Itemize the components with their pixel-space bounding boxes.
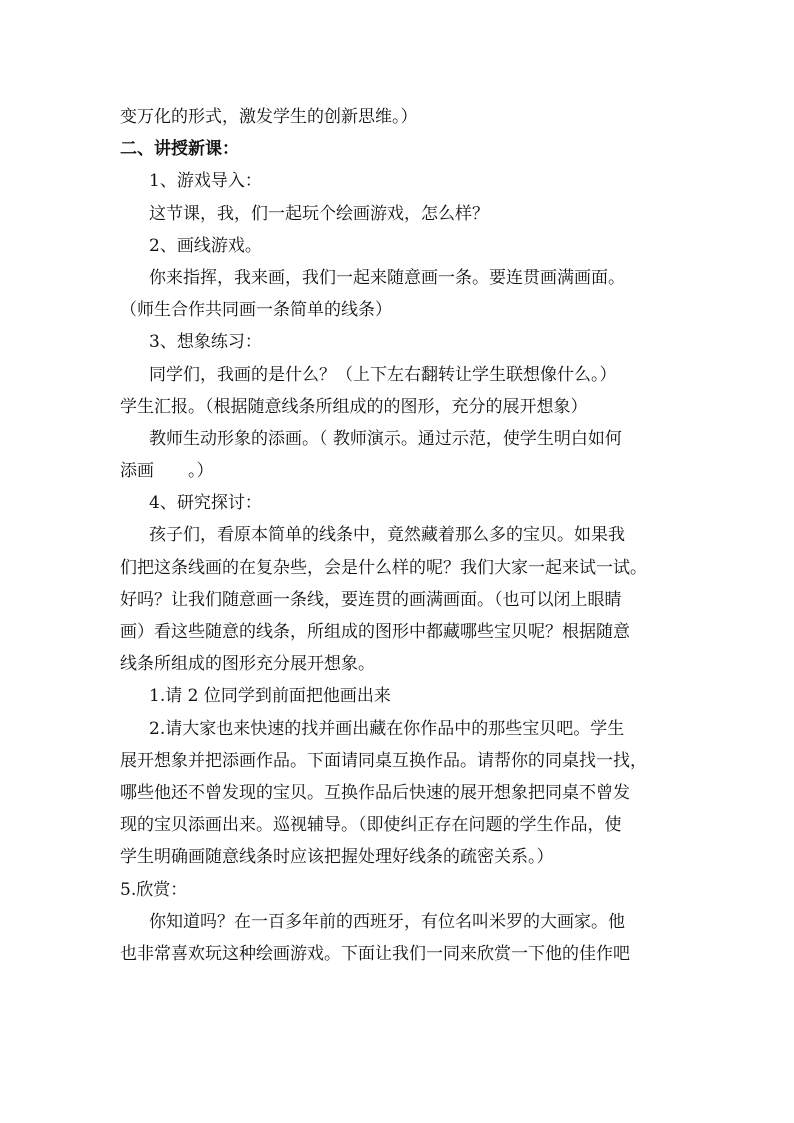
- text-line: 展开想象并把添画作品。下面请同桌互换作品。请帮你的同桌找一找，: [120, 750, 647, 771]
- subheading-line-game: 2、画线游戏。: [149, 235, 262, 256]
- text-line: 添画 。）: [120, 461, 214, 482]
- text-line: 好吗？让我们随意画一条线，要连贯的画满画面。（也可以闭上眼睛: [120, 589, 622, 610]
- text-line: 学生汇报。（根据随意线条所组成的的图形，充分的展开想象）: [120, 396, 588, 417]
- numbered-item: 2.请大家也来快速的找并画出藏在你作品中的那些宝贝吧。学生: [149, 718, 625, 739]
- text-line: 同学们，我画的是什么？（上下左右翻转让学生联想像什么。）: [149, 364, 617, 385]
- text-line: 你来指挥，我来画，我们一起来随意画一条。要连贯画满画面。: [149, 267, 625, 288]
- text-line: 变万化的形式，激发学生的创新思维。）: [120, 107, 418, 127]
- subheading-research: 4、研究探讨：: [149, 493, 262, 514]
- subheading-imagination-practice: 3、想象练习：: [149, 332, 262, 353]
- text-line: 线条所组成的图形充分展开想象。: [120, 654, 375, 675]
- section-heading: 二、讲授新课：: [120, 139, 239, 160]
- text-line: 哪些他还不曾发现的宝贝。互换作品后快速的展开想象把同桌不曾发: [120, 782, 630, 803]
- subheading-appreciation: 5.欣赏：: [120, 879, 188, 900]
- document-page: [120, 101, 676, 970]
- text-line: 学生明确画随意线条时应该把握处理好线条的疏密关系。）: [120, 847, 554, 868]
- text-line: 你知道吗？在一百多年前的西班牙，有位名叫米罗的大画家。他: [149, 911, 625, 932]
- text-line: 也非常喜欢玩这种绘画游戏。下面让我们一同来欣赏一下他的佳作吧: [120, 943, 630, 964]
- text-line: （师生合作共同画一条简单的线条）: [120, 300, 392, 321]
- text-line: 教师生动形象的添画。（ 教师演示。通过示范，使学生明白如何: [149, 428, 622, 449]
- text-line: 们把这条线画的在复杂些，会是什么样的呢？我们大家一起来试一试。: [120, 557, 647, 578]
- text-line: 孩子们，看原本简单的线条中，竟然藏着那么多的宝贝。如果我: [149, 525, 625, 546]
- numbered-item: 1.请 2 位同学到前面把他画出来: [149, 686, 391, 707]
- text-line: 画）看这些随意的线条，所组成的图形中都藏哪些宝贝呢？根据随意: [120, 622, 630, 642]
- subheading-game-intro: 1、游戏导入：: [149, 171, 262, 192]
- text-line: 这节课，我，们一起玩个绘画游戏，怎么样？: [149, 203, 489, 224]
- text-line: 现的宝贝添画出来。巡视辅导。（即使纠正存在问题的学生作品，使: [120, 815, 622, 836]
